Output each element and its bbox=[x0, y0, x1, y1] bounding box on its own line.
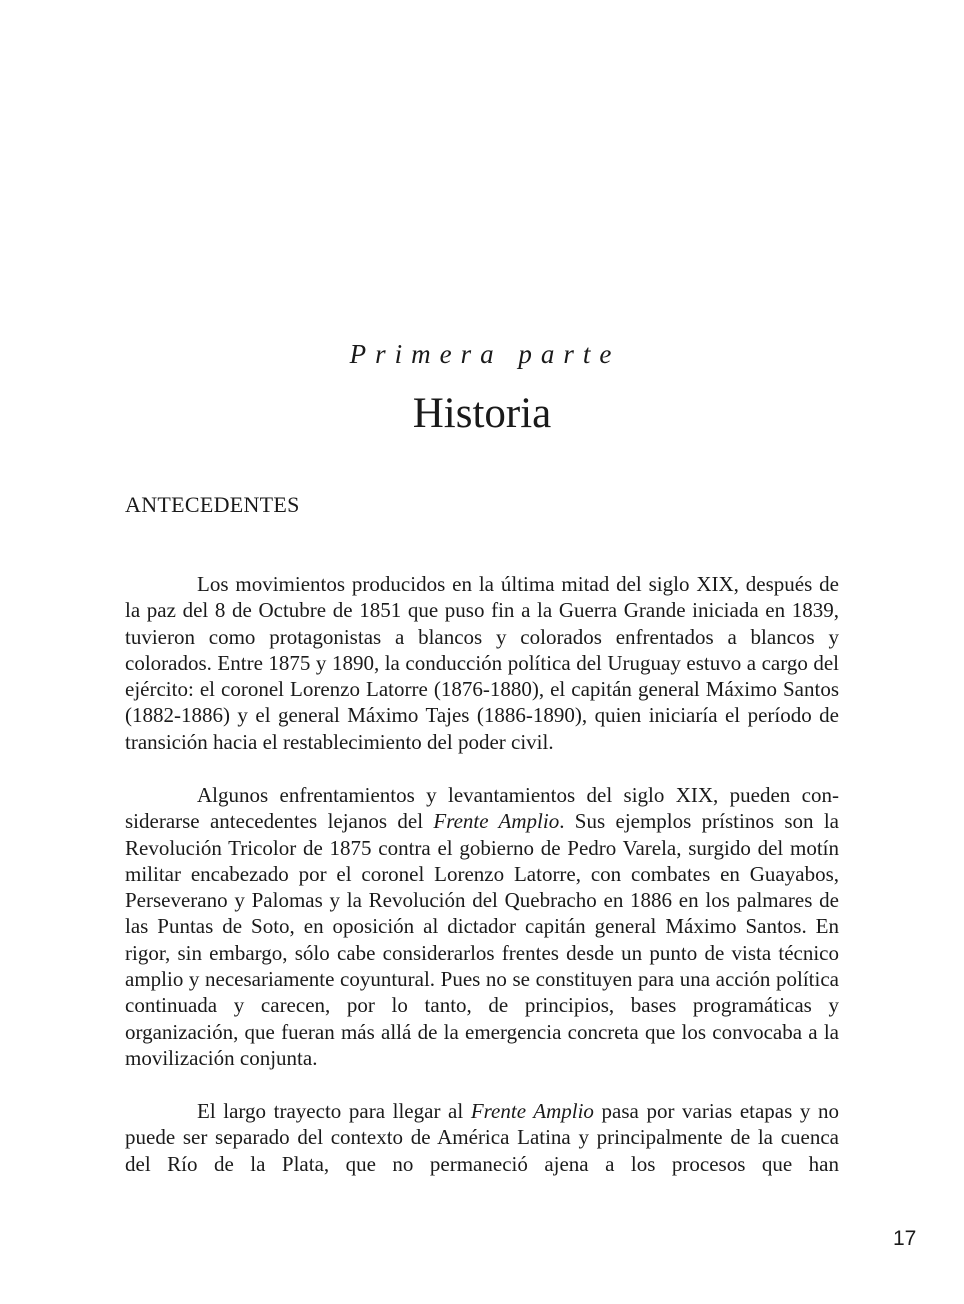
page-title: Historia bbox=[412, 390, 552, 437]
paragraph-1-text: Los movimientos producidos en la última mitad del siglo XIX, después de la paz del 8 de Octubre de 1851 que puso fin a la Guerra Grande iniciada en 1839, tuvieron como protagonistas a blancos y colorados enfrentados a blancos y colorados. Entre 1875 y 1890, la conducción política del Uruguay estuvo a cargo del ejército: el coronel Lorenzo Latorre (1876-1880), el capitán general Máximo Santos (1882-1886) y el general Máximo Tajes (1886-1890), quien iniciaría el período de transición hacia el restablecimiento del poder civil. bbox=[125, 572, 839, 754]
page-number: 17 bbox=[893, 1227, 917, 1250]
part-label: Primera parte bbox=[349, 339, 621, 369]
paragraph-2-text-after: . Sus ejemplos prístinos son la Revolución Tricolor de 1875 contra el gobierno de Pedro Varela, surgido del motín militar encabezado por el coronel Lorenzo Latorre, con combates en Guayabos, Perseverano y Palomas y la Revolución del Quebracho en 1886 en los palmares de las Puntas de Soto, en oposición al dictador capitán general Máximo Santos. En rigor, sin embargo, sólo cabe considerarlos frentes desde un punto de vista técnico amplio y necesariamente coyuntural. Pues no se constituyen para una acción política continuada y carecen, por lo tanto, de principios, bases programáticas y organización, que fueran más allá de la emergencia concreta que los convocaba a la movilización conjunta. bbox=[125, 809, 839, 1070]
paragraph-1 bbox=[125, 571, 839, 755]
paragraph-3-text-before: El largo trayecto para llegar al bbox=[197, 1099, 471, 1123]
paragraph-2 bbox=[125, 782, 839, 1071]
paragraph-2-text-before: Algunos enfrentamientos y levantamientos del siglo XIX, pueden considerarse antecedentes lejanos del bbox=[125, 783, 839, 834]
paragraph-3 bbox=[125, 1098, 839, 1177]
section-heading: ANTECEDENTES bbox=[125, 492, 300, 517]
paragraph-3-emphasis: Frente Amplio bbox=[470, 1099, 594, 1123]
paragraph-3-text-after: pasa por varias etapas y no puede ser separado del contexto de América Latina y principalmente de la cuenca del Río de la Plata, que no permaneció ajena a los procesos que han bbox=[125, 1099, 840, 1176]
paragraph-2-emphasis: Frente Amplio bbox=[433, 809, 560, 834]
